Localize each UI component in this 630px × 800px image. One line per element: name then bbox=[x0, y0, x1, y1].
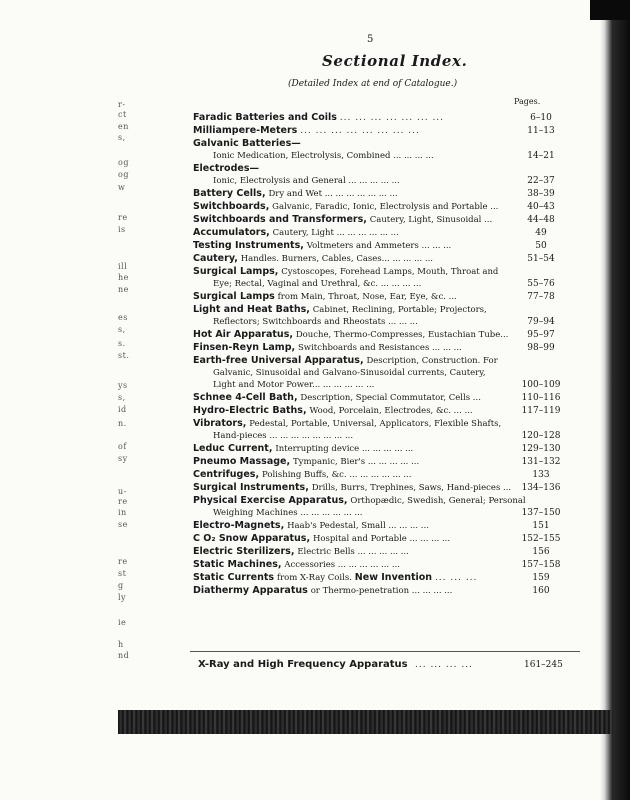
index-entry bbox=[193, 266, 555, 290]
entry-description-continued: Reflectors; Switchboards and Rheostats ... ... ... bbox=[213, 317, 418, 327]
gutter-fragment: n. bbox=[118, 419, 127, 428]
index-entry bbox=[193, 342, 555, 354]
index-entry bbox=[193, 585, 550, 597]
xray-entry-title: X-Ray and High Frequency Apparatus bbox=[198, 659, 408, 670]
entry-description: Ionic Medication, Electrolysis, Combined ... ... ... ... bbox=[213, 151, 434, 161]
entry-title: Milliampere-Meters bbox=[193, 125, 298, 136]
gutter-fragment: og bbox=[118, 158, 129, 167]
entry-description: Accessories ... ... ... ... ... ... bbox=[284, 560, 400, 570]
gutter-fragment: re bbox=[118, 213, 128, 222]
index-entry bbox=[193, 482, 561, 494]
entry-pages: 11–13 bbox=[527, 126, 555, 136]
entry-title: Schnee 4-Cell Bath, bbox=[193, 392, 298, 403]
gutter-fragment: s. bbox=[118, 339, 126, 348]
index-entry bbox=[193, 138, 555, 162]
entry-description: Drills, Burrs, Trephines, Saws, Hand-pieces ... bbox=[311, 483, 512, 493]
gutter-fragment: u- bbox=[118, 487, 127, 496]
gutter-fragment: en bbox=[118, 122, 129, 131]
gutter-fragment: ne bbox=[118, 285, 129, 294]
page-subtitle: (Detailed Index at end of Catalogue.) bbox=[288, 79, 458, 89]
entry-title: Pneumo Massage, bbox=[193, 456, 291, 467]
index-entry bbox=[193, 253, 555, 265]
pages-column-header: Pages. bbox=[514, 97, 541, 106]
entry-description: Voltmeters and Ammeters ... ... ... bbox=[306, 241, 452, 251]
entry-title: Cautery, bbox=[193, 253, 238, 264]
entry-leader: ... ... ... ... ... ... ... ... bbox=[300, 126, 420, 136]
entry-title: Surgical Lamps bbox=[193, 291, 275, 302]
entry-title: Leduc Current, bbox=[193, 443, 273, 454]
entry-title: Galvanic Batteries— bbox=[193, 138, 301, 149]
gutter-fragment: of bbox=[118, 442, 127, 451]
entry-title: Finsen-Reyn Lamp, bbox=[193, 342, 296, 353]
gutter-fragment: se bbox=[118, 520, 128, 529]
entry-pages: 98–99 bbox=[527, 343, 555, 353]
index-entry bbox=[193, 291, 555, 303]
entry-title: Static Currents bbox=[193, 572, 275, 583]
entry-description: Cystoscopes, Forehead Lamps, Mouth, Throat and bbox=[281, 267, 499, 277]
gutter-fragment: re bbox=[118, 497, 128, 506]
gutter-fragment: re bbox=[118, 557, 128, 566]
entry-pages: 117–119 bbox=[521, 406, 561, 416]
entry-pages: 55–76 bbox=[527, 279, 555, 289]
gutter-fragment: ct bbox=[118, 110, 127, 119]
index-entry bbox=[193, 240, 547, 252]
gutter-fragment: ly bbox=[118, 593, 127, 602]
entry-pages: 77–78 bbox=[527, 292, 555, 302]
gutter-fragment: he bbox=[118, 273, 129, 282]
entry-description: Handles. Burners, Cables, Cases... ... ... ... ... bbox=[240, 254, 433, 264]
entry-pages: 51–54 bbox=[527, 254, 555, 264]
gutter-fragment: nd bbox=[118, 651, 130, 660]
entry-description: Wood, Porcelain, Electrodes, &c. ... ... bbox=[309, 406, 473, 416]
entry-description-continued: Light and Motor Power... ... ... ... ... ... bbox=[213, 380, 375, 390]
entry-description: Douche, Thermo-Compresses, Eustachian Tube... bbox=[295, 330, 509, 340]
entry-leader: ... ... ... bbox=[434, 573, 478, 583]
entry-title: Hot Air Apparatus, bbox=[193, 329, 293, 340]
entry-description: Tympanic, Bier's ... ... ... ... ... bbox=[292, 457, 420, 467]
entry-title: Diathermy Apparatus bbox=[193, 585, 308, 596]
index-entry bbox=[193, 495, 561, 519]
gutter-fragment: s, bbox=[118, 133, 126, 142]
gutter-fragment: sy bbox=[118, 454, 128, 463]
divider-rule bbox=[190, 651, 580, 652]
entry-pages: 6–10 bbox=[530, 113, 552, 123]
entry-description: or Thermo-penetration ... ... ... ... bbox=[310, 586, 453, 596]
entry-description: Dry and Wet ... ... ... ... ... ... ... bbox=[268, 189, 398, 199]
page-number: 5 bbox=[367, 34, 374, 45]
entry-description: Electric Bells ... ... ... ... ... bbox=[297, 547, 409, 557]
index-entry bbox=[193, 572, 550, 584]
binding-corner bbox=[590, 0, 630, 20]
entry-pages: 134–136 bbox=[521, 483, 561, 493]
xray-entry-pages: 161–245 bbox=[524, 660, 563, 670]
entry-title: C O₂ Snow Apparatus, bbox=[193, 533, 311, 544]
entry-title: Surgical Instruments, bbox=[193, 482, 309, 493]
entry-pages: 49 bbox=[535, 228, 547, 238]
gutter-fragment: h bbox=[118, 640, 124, 649]
entry-pages: 160 bbox=[532, 586, 550, 596]
entry-pages: 50 bbox=[535, 241, 547, 251]
entry-title: Centrifuges, bbox=[193, 469, 260, 480]
gutter-fragment: og bbox=[118, 170, 129, 179]
gutter-fragment: in bbox=[118, 508, 127, 517]
gutter-fragment: st. bbox=[118, 351, 130, 360]
index-entry bbox=[193, 533, 561, 545]
entry-title: Light and Heat Baths, bbox=[193, 304, 310, 315]
entry-pages: 157–158 bbox=[521, 560, 561, 570]
entry-title: Static Machines, bbox=[193, 559, 282, 570]
entry-pages: 79–94 bbox=[527, 317, 555, 327]
gutter-fragment: ys bbox=[118, 381, 128, 390]
entry-title: Electric Sterilizers, bbox=[193, 546, 295, 557]
index-entry bbox=[193, 405, 561, 417]
entry-pages: 129–130 bbox=[521, 444, 561, 454]
entry-description: Cautery, Light ... ... ... ... ... ... bbox=[272, 228, 399, 238]
entry-pages: 95–97 bbox=[527, 330, 555, 340]
entry-pages: 159 bbox=[532, 573, 550, 583]
index-entry bbox=[193, 520, 550, 532]
entry-pages: 38–39 bbox=[527, 189, 555, 199]
index-entry bbox=[193, 112, 552, 124]
entry-description: Haab's Pedestal, Small ... ... ... ... bbox=[287, 521, 429, 531]
entry-title: Earth-free Universal Apparatus, bbox=[193, 355, 364, 366]
gutter-fragment: id bbox=[118, 405, 127, 414]
index-entry bbox=[193, 559, 561, 571]
entry-pages: 131–132 bbox=[521, 457, 561, 467]
entry-description: Switchboards and Resistances ... ... ... bbox=[297, 343, 462, 353]
index-entry bbox=[193, 304, 555, 328]
entry-description: Cautery, Light, Sinusoidal ... bbox=[369, 215, 493, 225]
index-entry bbox=[193, 355, 561, 391]
gutter-fragment: g bbox=[118, 581, 124, 590]
entry-pages: 156 bbox=[532, 547, 550, 557]
entry-description: from X-Ray Coils. bbox=[276, 573, 352, 583]
entry-title: Vibrators, bbox=[193, 418, 247, 429]
entry-pages: 137–150 bbox=[521, 508, 561, 518]
gutter-fragment: ill bbox=[118, 262, 128, 271]
index-entry bbox=[193, 392, 561, 404]
xray-entry-leader: ... ... ... ... bbox=[415, 660, 473, 670]
entry-description-continued: Galvanic, Sinusoidal and Galvano-Sinusoidal currents, Cautery, bbox=[213, 368, 486, 378]
entry-description: Polishing Buffs, &c. ... ... ... ... ... ... bbox=[261, 470, 412, 480]
entry-description-continued: Eye; Rectal, Vaginal and Urethral, &c. ... ... ... ... bbox=[213, 279, 422, 289]
entry-description: Ionic, Electrolysis and General ... ... ... ... ... bbox=[213, 176, 400, 186]
left-gutter-bleed bbox=[0, 0, 130, 800]
index-entry bbox=[193, 546, 550, 558]
entry-pages: 151 bbox=[532, 521, 550, 531]
index-entry bbox=[193, 214, 555, 226]
entry-pages: 22–37 bbox=[527, 176, 555, 186]
gutter-fragment: w bbox=[118, 183, 126, 192]
entry-title: Testing Instruments, bbox=[193, 240, 304, 251]
entry-new-invention: New Invention bbox=[354, 572, 433, 583]
index-entry bbox=[193, 418, 561, 442]
index-entry bbox=[193, 125, 555, 137]
index-entries bbox=[193, 107, 561, 597]
entry-pages: 100–109 bbox=[521, 380, 561, 390]
gutter-fragment: is bbox=[118, 225, 126, 234]
index-entry bbox=[193, 469, 550, 481]
gutter-fragment: r- bbox=[118, 100, 126, 109]
gutter-fragment: s, bbox=[118, 325, 126, 334]
entry-description-continued: Weighing Machines ... ... ... ... ... ... bbox=[213, 508, 363, 518]
gutter-fragment: ie bbox=[118, 618, 127, 627]
entry-description: from Main, Throat, Nose, Ear, Eye, &c. ... bbox=[277, 292, 457, 302]
binding-edge bbox=[600, 0, 630, 800]
gutter-fragment: es bbox=[118, 313, 128, 322]
entry-title: Surgical Lamps, bbox=[193, 266, 279, 277]
entry-pages: 14–21 bbox=[527, 151, 555, 161]
entry-title: Accumulators, bbox=[193, 227, 270, 238]
entry-title: Physical Exercise Apparatus, bbox=[193, 495, 348, 506]
scan-edge-band bbox=[118, 710, 613, 734]
entry-description: Galvanic, Faradic, Ionic, Electrolysis and Portable ... bbox=[272, 202, 499, 212]
gutter-fragment: st bbox=[118, 569, 127, 578]
entry-title: Electro-Magnets, bbox=[193, 520, 285, 531]
index-entry bbox=[193, 443, 561, 455]
page-title: Sectional Index. bbox=[322, 52, 468, 70]
entry-title: Electrodes— bbox=[193, 163, 259, 174]
entry-title: Battery Cells, bbox=[193, 188, 266, 199]
entry-description: Description, Construction. For bbox=[366, 356, 498, 366]
entry-title: Switchboards and Transformers, bbox=[193, 214, 367, 225]
entry-pages: 152–155 bbox=[521, 534, 561, 544]
entry-pages: 44–48 bbox=[527, 215, 555, 225]
entry-description: Orthopædic, Swedish, General; Personal bbox=[350, 496, 526, 506]
entry-pages: 133 bbox=[532, 470, 550, 480]
entry-title: Switchboards, bbox=[193, 201, 270, 212]
entry-description: Interrupting device ... ... ... ... ... bbox=[275, 444, 414, 454]
entry-leader: ... ... ... ... ... ... ... bbox=[339, 113, 445, 123]
entry-description: Pedestal, Portable, Universal, Applicators, Flexible Shafts, bbox=[249, 419, 502, 429]
entry-description: Description, Special Commutator, Cells ... bbox=[300, 393, 481, 403]
index-entry bbox=[193, 163, 555, 187]
entry-description-continued: Hand-pieces ... ... ... ... ... ... ... ... bbox=[213, 431, 354, 441]
entry-pages: 120–128 bbox=[521, 431, 561, 441]
entry-title: Faradic Batteries and Coils bbox=[193, 112, 337, 123]
entry-description: Cabinet, Reclining, Portable; Projectors, bbox=[312, 305, 487, 315]
index-entry bbox=[193, 456, 561, 468]
entry-pages: 40–43 bbox=[527, 202, 555, 212]
entry-description: Hospital and Portable ... ... ... ... bbox=[312, 534, 451, 544]
gutter-fragment: s, bbox=[118, 393, 126, 402]
index-entry bbox=[193, 227, 547, 239]
index-entry bbox=[193, 188, 555, 200]
entry-title: Hydro-Electric Baths, bbox=[193, 405, 307, 416]
index-entry bbox=[193, 329, 555, 341]
entry-pages: 110–116 bbox=[521, 393, 561, 403]
index-entry bbox=[193, 201, 555, 213]
